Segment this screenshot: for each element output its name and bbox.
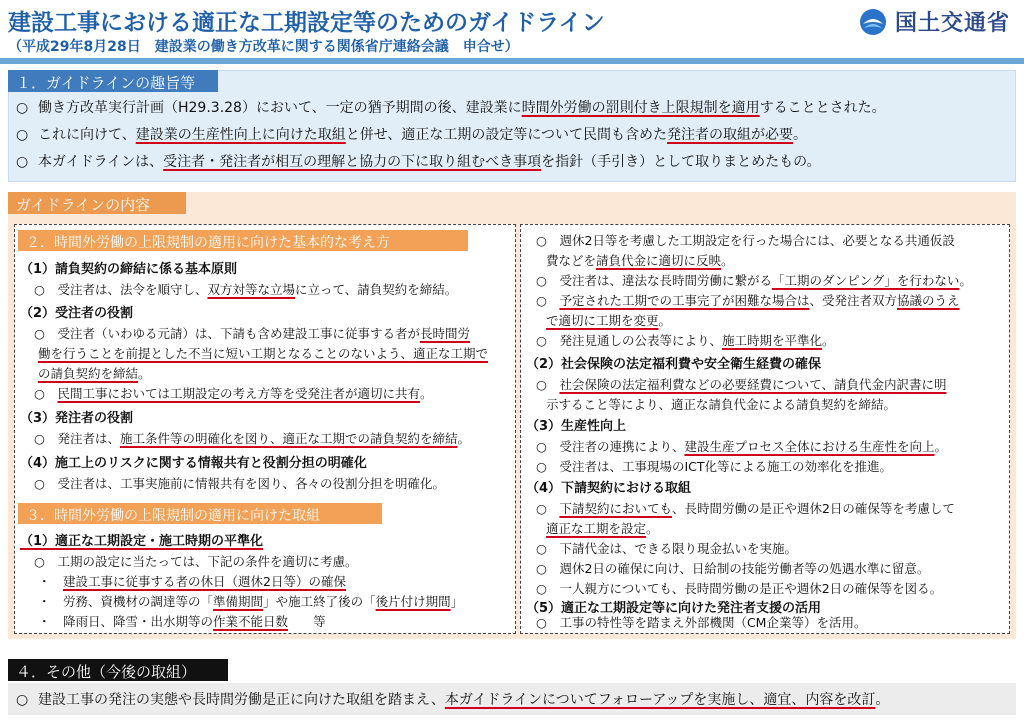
client-role-line: ○ 発注者は、施工条件等の明確化を図り、適正な工期での請負契約を締結。: [34, 431, 470, 446]
other-bullet-1: ○ 建設工事の発注の実態や長時間労働是正に向けた取組を踏まえ、本ガイドラインについてフォローアップを実施し、適宜、内容を改訂。: [16, 692, 890, 708]
social-insurance-line-b: 示すること等により、適正な請負代金による請負契約を締結。: [546, 397, 897, 412]
circle-bullet-icon: ○: [536, 439, 547, 454]
circle-bullet-icon: ○: [536, 561, 547, 576]
contractor-role-line-2: ○ 民間工事においては工期設定の考え方等を受発注者が適切に共有。: [34, 386, 433, 401]
right-line-2: ○ 受注者は、違法な長時間労働に繋がる「工期のダンピング」を行わない。: [536, 273, 972, 288]
purpose-bullet-2: ○ これに向けて、建設業の生産性向上に向けた取組と併せ、適正な工期の設定等について民間も含めた発注者の取組が必要。: [16, 127, 808, 143]
schedule-leveling-title: （1）適正な工期設定・施工時期の平準化: [20, 534, 264, 549]
contractor-role-title: （2）受注者の役割: [20, 306, 134, 321]
section-contents-heading: ガイドラインの内容: [8, 192, 186, 214]
schedule-leveling-line: ○ 工期の設定に当たっては、下記の条件を適切に考慮。: [34, 554, 358, 569]
initiatives-heading: ３．時間外労働の上限規制の適用に向けた取組: [18, 503, 382, 524]
circle-bullet-icon: ○: [536, 333, 547, 348]
circle-bullet-icon: ○: [34, 386, 45, 401]
basic-principles-heading: ２．時間外労働の上限規制の適用に向けた基本的な考え方: [18, 230, 468, 251]
subcontract-line-1a: ○ 下請契約においても、長時間労働の是正や週休2日の確保等を考慮して: [536, 501, 955, 516]
circle-bullet-icon: ○: [16, 692, 29, 708]
right-line-1a: ○ 週休2日等を考慮した工期設定を行った場合には、必要となる共通仮設: [536, 233, 955, 248]
risk-sharing-title: （4）施工上のリスクに関する情報共有と役割分担の明確化: [20, 456, 367, 471]
ministry-logo: [859, 6, 1010, 37]
subcontract-title: （4）下請契約における取組: [526, 481, 692, 496]
circle-bullet-icon: ○: [34, 326, 45, 341]
client-role-title: （3）発注者の役割: [20, 411, 134, 426]
circle-bullet-icon: ○: [34, 431, 45, 446]
circle-bullet-icon: ○: [536, 293, 547, 308]
subcontract-line-4: ○ 一人親方についても、長時間労働の是正や週休2日の確保等を図る。: [536, 581, 943, 596]
circle-bullet-icon: ○: [536, 581, 547, 596]
right-line-3b: で適切に工期を変更。: [546, 313, 672, 328]
circle-bullet-icon: ○: [34, 476, 45, 491]
section-purpose-heading: １．ガイドラインの趣旨等: [8, 70, 218, 92]
contractor-role-line-1b: 働を行うことを前提とした不当に短い工期となることのないよう、適正な工期で: [38, 346, 489, 361]
productivity-line-1: ○ 受注者の連携により、建設生産プロセス全体における生産性を向上。: [536, 439, 947, 454]
section-other-heading: ４．その他（今後の取組）: [8, 659, 228, 681]
circle-bullet-icon: ○: [536, 615, 547, 630]
purpose-bullet-3: ○ 本ガイドラインは、受注者・発注者が相互の理解と協力の下に取り組むべき事項を指針（手引き）として取りまとめたもの。: [16, 154, 821, 170]
client-support-line: ○ 工事の特性等を踏まえ外部機関（CM企業等）を活用。: [536, 615, 867, 630]
circle-bullet-icon: ○: [536, 501, 547, 516]
circle-bullet-icon: ○: [536, 459, 547, 474]
risk-sharing-line: ○ 受注者は、工事実施前に情報共有を図り、各々の役割分担を明確化。: [34, 476, 445, 491]
dot-bullet-icon: ・: [38, 614, 51, 629]
circle-bullet-icon: ○: [536, 377, 547, 392]
contractor-role-line-1a: ○ 受注者（いわゆる元請）は、下請も含め建設工事に従事する者が長時間労: [34, 326, 470, 341]
dot-bullet-icon: ・: [38, 594, 51, 609]
productivity-title: （3）生産性向上: [526, 419, 627, 434]
circle-bullet-icon: ○: [34, 282, 45, 297]
circle-bullet-icon: ○: [16, 154, 29, 170]
page-subtitle: （平成29年8月28日 建設業の働き方改革に関する関係省庁連絡会議 申合せ）: [8, 39, 519, 55]
purpose-bullet-1: ○ 働き方改革実行計画（H29.3.28）において、一定の猶予期間の後、建設業に時間外労働の罰則付き上限規制を適用することとされた。: [16, 100, 886, 116]
right-line-3a: ○ 予定された工期での工事完了が困難な場合は、受発注者双方協議のうえ: [536, 293, 960, 308]
contract-principle-line: ○ 受注者は、法令を順守し、双方対等な立場に立って、請負契約を締結。: [34, 282, 458, 297]
dot-bullet-icon: ・: [38, 574, 51, 589]
right-line-1b: 費などを請負代金に適切に反映。: [546, 253, 734, 268]
condition-weather: ・ 降雨日、降雪・出水期等の作業不能日数 等: [38, 614, 326, 629]
circle-bullet-icon: ○: [34, 554, 45, 569]
contract-principle-title: （1）請負契約の締結に係る基本原則: [20, 262, 238, 277]
contractor-role-line-1c: の請負契約を締結。: [38, 366, 151, 381]
condition-preparation: ・ 労務、資機材の調達等の「準備期間」や施工終了後の「後片付け期間」: [38, 594, 464, 609]
social-insurance-line-a: ○ 社会保険の法定福利費などの必要経費について、請負代金内訳書に明: [536, 377, 947, 392]
circle-bullet-icon: ○: [16, 127, 29, 143]
right-line-4: ○ 発注見通しの公表等により、施工時期を平準化。: [536, 333, 835, 348]
title-divider: [0, 58, 1024, 64]
circle-bullet-icon: ○: [536, 273, 547, 288]
subcontract-line-1b: 適正な工期を設定。: [546, 521, 659, 536]
org-name: 国土交通省: [894, 11, 1010, 36]
productivity-line-2: ○ 受注者は、工事現場のICT化等による施工の効率化を推進。: [536, 459, 892, 474]
mlit-logo-icon: [859, 8, 887, 36]
page-title: 建設工事における適正な工期設定等のためのガイドライン: [8, 10, 605, 36]
condition-holidays: ・ 建設工事に従事する者の休日（週休2日等）の確保: [38, 574, 346, 589]
circle-bullet-icon: ○: [536, 233, 547, 248]
social-insurance-title: （2）社会保険の法定福利費や安全衛生経費の確保: [526, 357, 822, 372]
circle-bullet-icon: ○: [16, 100, 29, 116]
subcontract-line-2: ○ 下請代金は、できる限り現金払いを実施。: [536, 541, 797, 556]
circle-bullet-icon: ○: [536, 541, 547, 556]
client-support-title: （5）適正な工期設定等に向けた発注者支援の活用: [526, 601, 822, 616]
subcontract-line-3: ○ 週休2日の確保に向け、日給制の技能労働者等の処遇水準に留意。: [536, 561, 930, 576]
